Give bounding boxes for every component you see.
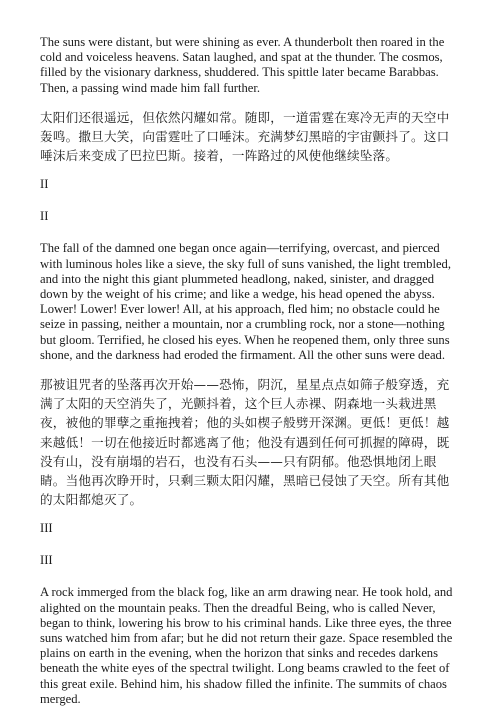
paragraph-1-chinese: 太阳们还很遥远，但依然闪耀如常。随即，一道雷霆在寒冷无声的天空中轰鸣。撒旦大笑，向雷霆吐了口唾沫。充满梦幻黑暗的宇宙颤抖了。这口唾沫后来变成了巴拉巴斯。接着，一阵路过的风使他继续坠落。 [40, 109, 450, 164]
paragraph-2-english: The fall of the damned one began once again—terrifying, overcast, and pierced with luminous holes like a sieve, the sky full of suns vanished, the light trembled, and into the night this giant plummeted headlong, naked, sinister, and dragged down by the weight of his crime; and like a wedge, his head opened the abyss. Lower! Lower! Ever lower! All, at his approach, fled him; no obstacle could he seize in passing, neither a mountain, nor a crumbling rock, nor a stone—nothing but gloom. Terrified, he closed his eyes. When he reopened them, only three suns shone, and the darkness had eroded the firmament. All the other suns were dead. [40, 241, 451, 362]
spacer [40, 165, 456, 177]
spacer [40, 568, 456, 585]
paragraph-1-english: The suns were distant, but were shining as ever. A thunderbolt then roared in the cold and voiceless heavens. Satan laughed, and spat at the thunder. The cosmos, filled by the visionary darkness, shuddered. This spittle later became Barabbas. Then, a passing wind made him fall further. [40, 35, 445, 95]
section-2-numeral-repeat: II [40, 209, 49, 224]
paragraph-3-english: A rock immerged from the black fog, like an arm drawing near. He took hold, and alighted on the mountain peaks. Then the dreadful Being, who is called Never, began to think, lowering his brow to his criminal hands. Like three eyes, the three suns watched him from afar; but he did not return their gaze. Space resembled the plains on earth in the evening, when the horizon that sinks and recedes darkens beneath the white eyes of the spectral twilight. Long beams crawled to the feet of this great exile. Behind him, his shadow filled the infinite. The summits of chaos merged. [40, 585, 453, 706]
spacer [40, 192, 456, 209]
spacer [40, 536, 456, 553]
spacer [40, 96, 456, 108]
section-2-numeral: II [40, 177, 49, 192]
spacer [40, 224, 456, 241]
section-3-numeral: III [40, 521, 53, 536]
spacer [40, 363, 456, 375]
spacer [40, 509, 456, 521]
section-3-numeral-repeat: III [40, 553, 53, 568]
paragraph-2-chinese: 那被诅咒者的坠落再次开始——恐怖，阴沉，星星点点如筛子般穿透，充满了太阳的天空消失了，光颤抖着，这个巨人赤裸、阴森地一头栽进黑夜，被他的罪孽之重拖拽着；他的头如楔子般劈开深渊。更低！更低！越来越低！一切在他接近时都逃离了他；他没有遇到任何可抓握的障碍，既没有山，没有崩塌的岩石，也没有石头——只有阴郁。他恐惧地闭上眼睛。当他再次睁开时，只剩三颗太阳闪耀，黑暗已侵蚀了天空。所有其他的太阳都熄灭了。 [40, 377, 450, 508]
